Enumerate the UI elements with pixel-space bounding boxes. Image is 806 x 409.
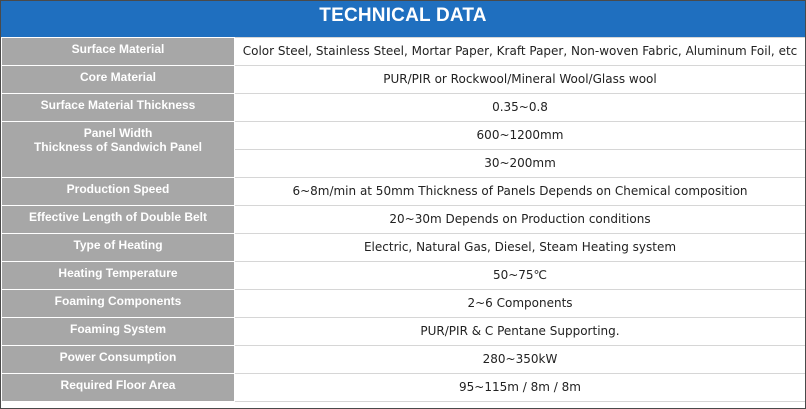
row-label: Effective Length of Double Belt	[2, 206, 235, 234]
row-label: Power Consumption	[2, 346, 235, 374]
row-value: 280~350kW	[235, 346, 806, 374]
table-row	[2, 346, 806, 374]
row-value: 30~200mm	[235, 150, 806, 178]
row-label-line: Panel Width	[83, 126, 153, 140]
table-row	[2, 178, 806, 206]
row-label: Foaming System	[2, 318, 235, 346]
table-row	[2, 234, 806, 262]
table-row	[2, 374, 806, 402]
table-row	[2, 290, 806, 318]
row-label	[2, 122, 235, 178]
table-row	[2, 94, 806, 122]
table-row	[2, 66, 806, 94]
row-label: Surface Material	[2, 38, 235, 66]
row-value: 50~75℃	[235, 262, 806, 290]
row-value: 95~115m / 8m / 8m	[235, 374, 806, 402]
row-label: Core Material	[2, 66, 235, 94]
table-row	[2, 318, 806, 346]
table-row	[2, 38, 806, 66]
row-label: Required Floor Area	[2, 374, 235, 402]
page-title: TECHNICAL DATA	[1, 1, 805, 37]
row-value: 600~1200mm	[235, 122, 806, 150]
row-label: Heating Temperature	[2, 262, 235, 290]
table-row	[2, 122, 806, 150]
row-label: Type of Heating	[2, 234, 235, 262]
row-value: PUR/PIR or Rockwool/Mineral Wool/Glass wool	[235, 66, 806, 94]
row-value: 0.35~0.8	[235, 94, 806, 122]
row-label-line: Thickness of Sandwich Panel	[33, 140, 203, 154]
spec-table	[1, 37, 806, 402]
table-row	[2, 262, 806, 290]
row-label: Production Speed	[2, 178, 235, 206]
row-value: PUR/PIR & C Pentane Supporting.	[235, 318, 806, 346]
row-label: Surface Material Thickness	[2, 94, 235, 122]
row-value: Color Steel, Stainless Steel, Mortar Paper, Kraft Paper, Non-woven Fabric, Aluminum Foil, etc	[235, 38, 806, 66]
row-value: 6~8m/min at 50mm Thickness of Panels Depends on Chemical composition	[235, 178, 806, 206]
row-value: 2~6 Components	[235, 290, 806, 318]
table-row	[2, 206, 806, 234]
row-value: Electric, Natural Gas, Diesel, Steam Heating system	[235, 234, 806, 262]
row-value: 20~30m Depends on Production conditions	[235, 206, 806, 234]
row-label: Foaming Components	[2, 290, 235, 318]
